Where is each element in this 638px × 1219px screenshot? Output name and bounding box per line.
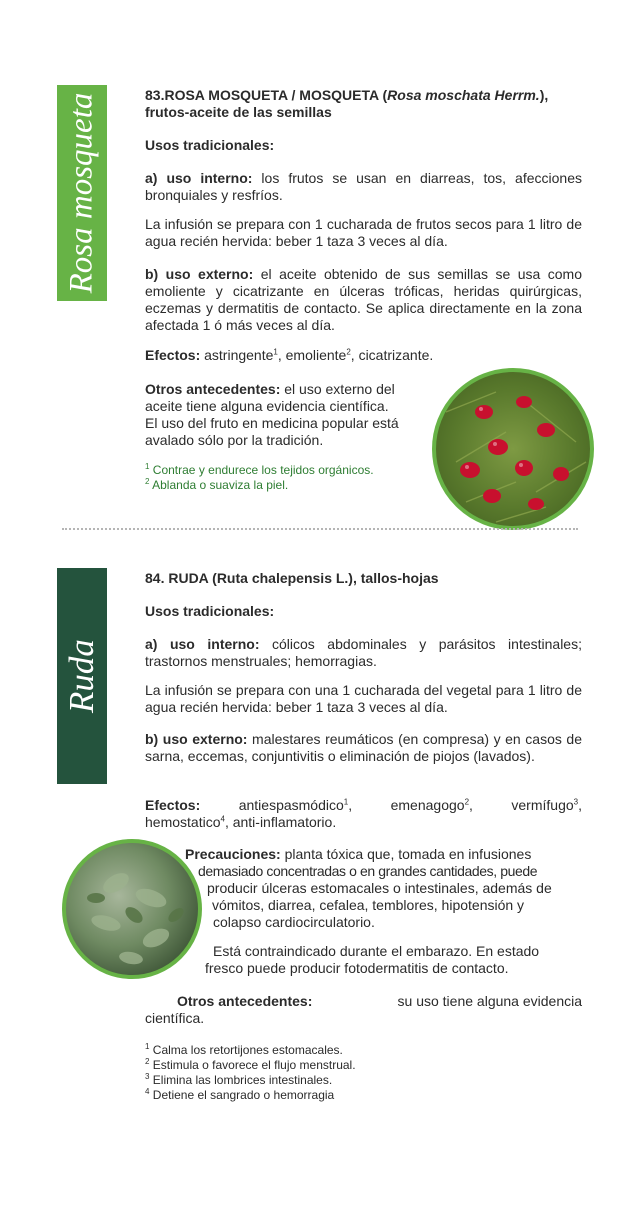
prec-line-5: colapso cardiocirculatorio. (213, 914, 375, 930)
uso-externo-ruda: b) uso externo: malestares reumáticos (en compresa) y en casos de sarna, eccemas, conjuntivitis o eliminación de piojos (lavados). (145, 731, 582, 764)
efectos-ruda-line1: Efectos: antiespasmódico$^1$, emenagogo$^2$, vermífugo$^3$, (145, 797, 582, 813)
prec-line-2: demasiado concentradas o en grandes cantidades, puede (198, 863, 538, 879)
footnotes-rosa: $^1$ Contrae y endurece los tejidos orgánicos. $^2$ Ablanda o suaviza la piel. (145, 462, 374, 492)
precauciones-ruda (145, 846, 582, 931)
section-divider (62, 528, 578, 530)
efectos-ruda-line2: hemostatico$^4$, anti-inflamatorio. (145, 814, 337, 830)
otros-line-2: científica. (145, 1010, 205, 1026)
infusion-ruda: La infusión se prepara con una 1 cucharada del vegetal para 1 litro de agua recién hervida: beber 1 taza 3 veces al día. (145, 682, 582, 715)
efectos-rosa: Efectos: astringente$^1$, emoliente$^2$, cicatrizante. (145, 347, 434, 363)
usos-heading-rosa: Usos tradicionales: (145, 137, 275, 153)
contraindicacion-ruda (145, 943, 582, 977)
otros-line-1: Otros antecedentes: su uso tiene alguna evidencia (177, 993, 582, 1009)
section-tab-label: Ruda (62, 639, 101, 713)
contra-line-1: Está contraindicado durante el embarazo. En estado (213, 943, 540, 959)
uso-interno-rosa: a) uso interno: los frutos se usan en diarreas, tos, afecciones bronquiales y resfríos. (145, 170, 582, 203)
section-tab-ruda (57, 568, 107, 784)
contra-line-2: fresco puede producir fotodermatitis de contacto. (205, 960, 509, 976)
entry-title-rosa: 83.ROSA MOSQUETA / MOSQUETA (Rosa moschata Herrm.), frutos-aceite de las semillas (145, 87, 549, 120)
uso-externo-rosa: b) uso externo: el aceite obtenido de sus semillas se usa como emoliente y cicatrizante en úlceras tróficas, heridas quirúrgicas, eczemas y dermatitis de contacto. Se aplica directamente en la zona afectada 1 ó más veces al día. (145, 266, 582, 333)
usos-heading-ruda: Usos tradicionales: (145, 603, 275, 619)
prec-line-4: vómitos, diarrea, cefalea, temblores, hipotensión y (212, 897, 525, 913)
infusion-rosa: La infusión se prepara con 1 cucharada de frutos secos para 1 litro de agua recién hervida: beber 1 taza 3 veces al día. (145, 216, 582, 249)
rosa-mosqueta-fruit-photo (432, 368, 594, 530)
prec-line-3: producir úlceras estomacales o intestinales, además de (207, 880, 552, 896)
rose-hips-illustration (436, 372, 594, 530)
efectos-ruda (145, 797, 582, 831)
uso-interno-ruda: a) uso interno: cólicos abdominales y parásitos intestinales; trastornos menstruales; hemorragias. (145, 636, 582, 669)
footnotes-ruda: $^1$ Calma los retortijones estomacales. $^2$ Estimula o favorece el flujo menstrual. $^3$ Elimina las lombrices intestinales. $^4$ Detiene el sangrado o hemorragia (145, 1042, 356, 1102)
entry-title-ruda: 84. RUDA (Ruta chalepensis L.), tallos-hojas (145, 570, 439, 586)
otros-antecedentes-rosa: Otros antecedentes: el uso externo del aceite tiene alguna evidencia científica. El uso del fruto en medicina popular está avalado sólo por la tradición. (145, 381, 399, 448)
prec-line-1: Precauciones: planta tóxica que, tomada en infusiones (185, 846, 532, 862)
section-tab-rosa-mosqueta (57, 85, 107, 301)
section-tab-label: Rosa mosqueta (63, 92, 100, 294)
otros-antecedentes-ruda (145, 993, 582, 1027)
